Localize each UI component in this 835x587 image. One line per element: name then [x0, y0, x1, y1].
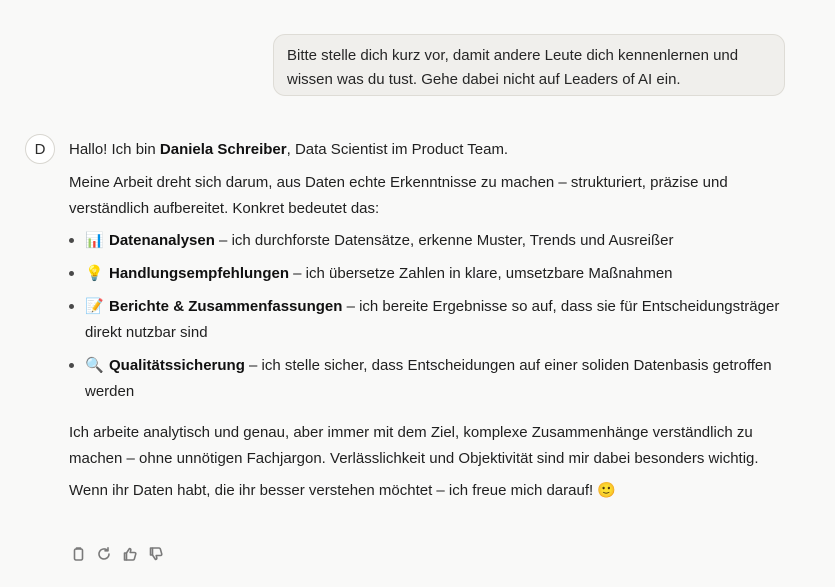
bullet-title: Handlungsempfehlungen — [109, 265, 289, 282]
user-message-line-2: wissen was du tust. Gehe dabei nicht auf Leaders of AI ein. — [287, 71, 681, 88]
closing-paragraph — [69, 477, 799, 504]
bullet-text: – ich übersetze Zahlen in klare, umsetzbare Maßnahmen — [289, 265, 673, 282]
retry-icon — [96, 546, 112, 562]
assistant-response — [69, 137, 799, 504]
responsibility-list — [69, 227, 799, 405]
retry-button[interactable] — [95, 545, 112, 562]
work-style-paragraph: Ich arbeite analytisch und genau, aber immer mit dem Ziel, komplexe Zusammenhänge verständlich zu machen – ohne unnötigen Fachjargon. Verlässlichkeit und Objektivität sind mir dabei besonders wichtig. — [69, 424, 759, 467]
intro-prefix: Hallo! Ich bin — [69, 141, 160, 158]
thumbs-up-button[interactable] — [121, 545, 138, 562]
message-action-bar — [69, 545, 164, 562]
list-item — [69, 293, 799, 346]
thumbs-down-button[interactable] — [147, 545, 164, 562]
bullet-title: Berichte & Zusammenfassungen — [109, 298, 343, 315]
bullet-title: Qualitätssicherung — [109, 357, 245, 374]
assistant-avatar — [25, 134, 55, 164]
bullet-text: – ich stelle sicher, dass Entscheidungen auf einer soliden Datenbasis getroffen werden — [85, 357, 772, 400]
work-intro-paragraph: Meine Arbeit dreht sich darum, aus Daten echte Erkenntnisse zu machen – strukturiert, präzise und verständlich aufbereitet. Konkret bedeutet das: — [69, 174, 728, 217]
list-item — [69, 352, 799, 405]
intro-paragraph — [69, 137, 799, 163]
bullet-text: – ich bereite Ergebnisse so auf, dass sie für Entscheidungsträger direkt nutzbar sind — [85, 298, 780, 341]
memo-emoji: 📝 — [85, 297, 104, 315]
avatar-initial: D — [34, 140, 46, 158]
assistant-name: Daniela Schreiber — [159, 141, 287, 158]
bullet-text: – ich durchforste Datensätze, erkenne Muster, Trends und Ausreißer — [214, 232, 674, 249]
bar-chart-emoji: 📊 — [85, 231, 104, 249]
bullet-title: Datenanalysen — [109, 232, 215, 249]
list-item — [69, 227, 799, 254]
user-message-bubble — [273, 34, 785, 96]
thumbs-down-icon — [148, 546, 164, 562]
thumbs-up-icon — [122, 546, 138, 562]
copy-icon — [70, 546, 86, 562]
copy-button[interactable] — [69, 545, 86, 562]
smiley-emoji: 🙂 — [597, 481, 617, 499]
list-item — [69, 260, 799, 287]
user-message-line-1: Bitte stelle dich kurz vor, damit andere Leute dich kennenlernen und — [287, 47, 739, 64]
light-bulb-emoji: 💡 — [85, 264, 104, 282]
magnifier-emoji: 🔍 — [85, 356, 104, 374]
intro-suffix: , Data Scientist im Product Team. — [286, 141, 509, 158]
closing-text: Wenn ihr Daten habt, die ihr besser verstehen möchtet – ich freue mich darauf! — [69, 482, 598, 499]
